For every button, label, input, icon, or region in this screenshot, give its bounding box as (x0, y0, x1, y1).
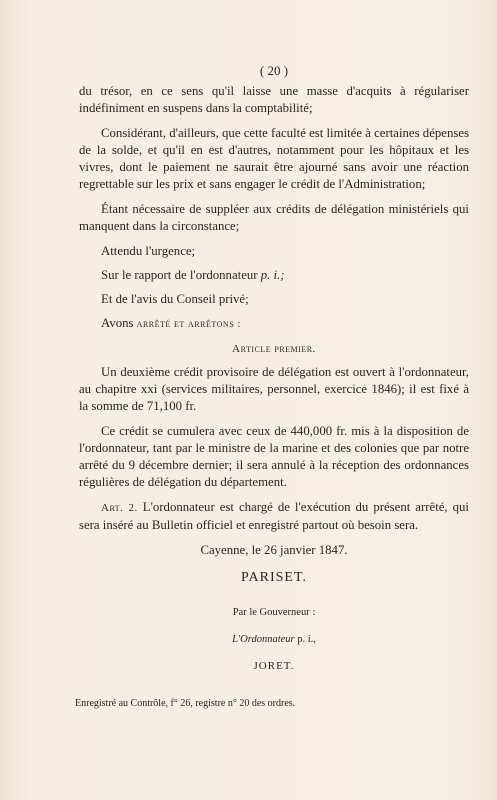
paragraph-cumul: Ce crédit se cumulera avec ceux de 440,000 fr. mis à la disposition de l'ordonnateur, tant par le ministre de la marine et des colonies que par notre arrêté du 9 décembre dernier; il sera annulé à la réception des ordonnances régulières de délégation du département. (79, 424, 469, 489)
paragraph-etant: Étant nécessaire de suppléer aux crédits de délégation ministériels qui manquent dans la circonstance; (79, 202, 469, 233)
article-heading (79, 340, 469, 358)
page-text (75, 62, 469, 712)
countersignature: JORET. (253, 660, 295, 672)
footer-note: Enregistré au Contrôle, f° 26, registre n° 20 des ordres. (75, 698, 296, 709)
date-line: Cayenne, le 26 janvier 1847. (200, 543, 348, 557)
signature: PARISET. (241, 570, 307, 585)
paragraph-1: du trésor, en ce sens qu'il laisse une masse d'acquits à régulariser indéfiniment en suspens dans la comptabilité; (79, 84, 469, 115)
ordonnateur-italic: L'Ordonnateur (232, 634, 295, 645)
paragraph-attendu: Attendu l'urgence; (101, 244, 196, 258)
article-2-label: Art. 2. (101, 502, 138, 514)
paragraph-credit: Un deuxième crédit provisoire de délégation est ouvert à l'ordonnateur, au chapitre xxi (services militaires, personnel, exercice 1846); il est fixé à la somme de 71,100 fr. (79, 365, 469, 413)
by-line: Par le Gouverneur : (232, 607, 316, 618)
paragraph-avons (79, 315, 469, 333)
rapport-italic: p. i.; (260, 268, 285, 282)
rapport-text: Sur le rapport de l'ordonnateur (101, 268, 261, 282)
paragraph-article-2 (79, 499, 469, 534)
paragraph-rapport (79, 267, 469, 284)
paragraph-considerant: Considérant, d'ailleurs, que cette faculté est limitée à certaines dépenses de la solde, et qu'il en est d'autres, notamment pour les hôpitaux et les vivres, dont le paiement ne saurait être ajourné sans avoir une réaction regrettable sur les prix et sans engager le crédit de l'Administration; (79, 126, 469, 191)
page-number: ( 20 ) (259, 63, 289, 78)
avons-smallcaps: arrêté et arrêtons : (136, 318, 241, 330)
article-2-text: L'ordonnateur est chargé de l'exécution du présent arrêté, qui sera inséré au Bulletin officiel et enregistré partout où besoin sera. (79, 500, 469, 532)
ordonnateur-line (79, 631, 469, 648)
paragraph-avis: Et de l'avis du Conseil privé; (101, 292, 249, 306)
avons-text: Avons (101, 316, 137, 330)
article-title: Article premier. (232, 343, 316, 355)
ordonnateur-rest: p. i., (294, 634, 316, 645)
